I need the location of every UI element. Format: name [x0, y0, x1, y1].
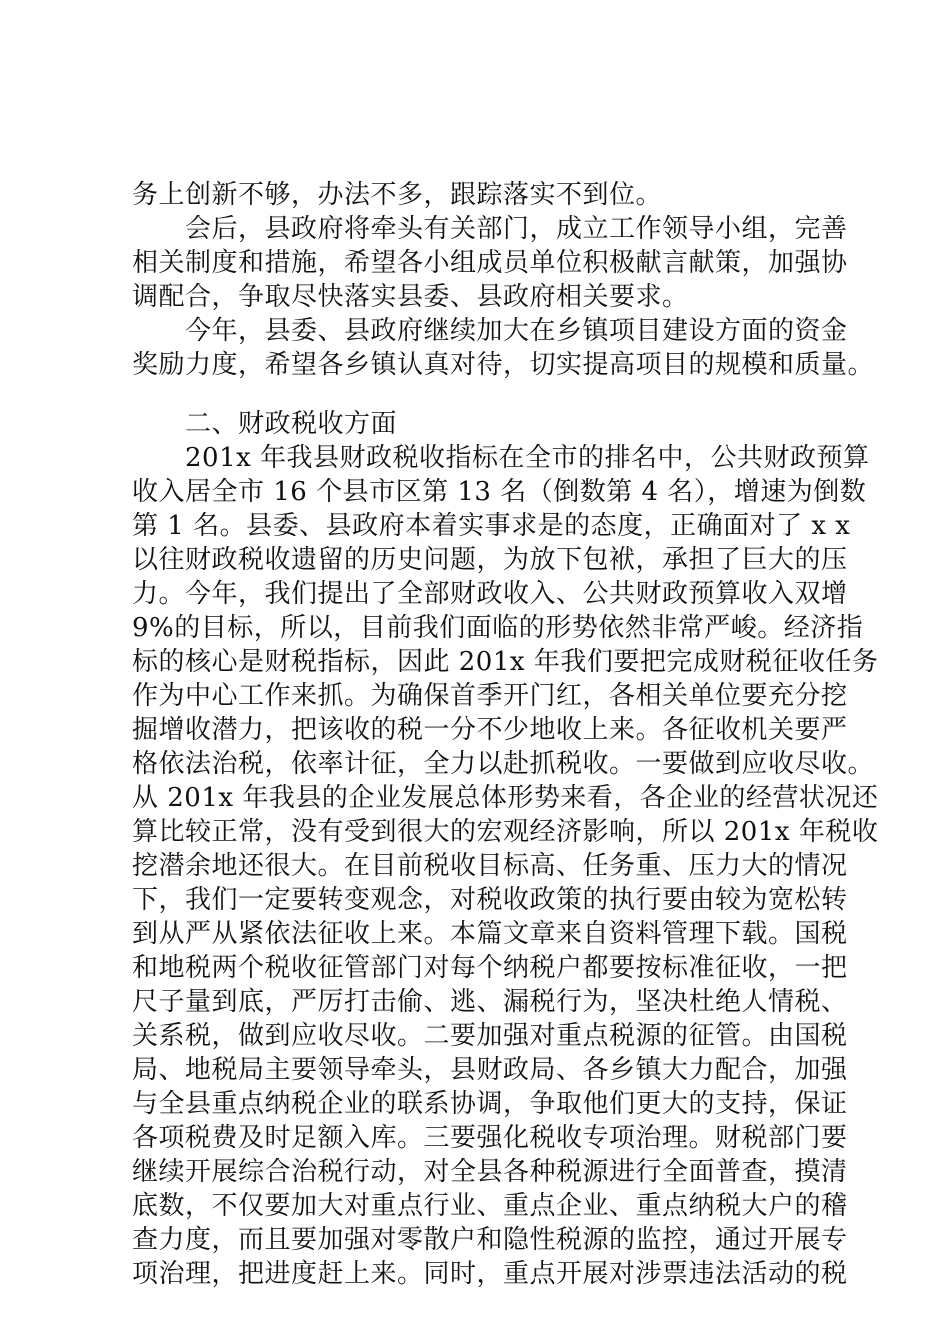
text-line: 从 201x 年我县的企业发展总体形势来看，各企业的经营状况还 [132, 783, 879, 813]
text-line: 奖励力度，希望各乡镇认真对待，切实提高项目的规模和质量。 [132, 350, 875, 380]
text-line: 作为中心工作来抓。为确保首季开门红，各相关单位要充分挖 [132, 681, 848, 711]
text-line: 今年，县委、县政府继续加大在乡镇项目建设方面的资金 [132, 316, 848, 346]
text-line: 掘增收潜力，把该收的税一分不少地收上来。各征收机关要严 [132, 715, 848, 745]
text-line: 下，我们一定要转变观念，对税收政策的执行要由较为宽松转 [132, 885, 848, 915]
text-line: 尺子量到底，严厉打击偷、逃、漏税行为，坚决杜绝人情税、 [132, 987, 848, 1017]
text-line: 会后，县政府将牵头有关部门，成立工作领导小组，完善 [132, 214, 848, 244]
text-line: 挖潜余地还很大。在目前税收目标高、任务重、压力大的情况 [132, 851, 848, 881]
text-line: 9%的目标，所以，目前我们面临的形势依然非常严峻。经济指 [132, 613, 864, 643]
section-heading: 二、财政税收方面 [132, 409, 398, 439]
text-line: 局、地税局主要领导牵头，县财政局、各乡镇大力配合，加强 [132, 1055, 848, 1085]
text-line: 底数，不仅要加大对重点行业、重点企业、重点纳税大户的稽 [132, 1191, 848, 1221]
text-line: 第 1 名。县委、县政府本着实事求是的态度，正确面对了 x x [132, 511, 851, 541]
text-line: 201x 年我县财政税收指标在全市的排名中，公共财政预算 [132, 443, 870, 473]
text-line: 项治理，把进度赶上来。同时，重点开展对涉票违法活动的税 [132, 1259, 848, 1289]
text-line: 各项税费及时足额入库。三要强化税收专项治理。财税部门要 [132, 1123, 848, 1153]
text-line: 调配合，争取尽快落实县委、县政府相关要求。 [132, 282, 689, 312]
text-line: 查力度，而且要加强对零散户和隐性税源的监控，通过开展专 [132, 1225, 848, 1255]
text-line: 格依法治税，依率计征，全力以赴抓税收。一要做到应收尽收。 [132, 749, 875, 779]
text-line: 到从严从紧依法征收上来。本篇文章来自资料管理下载。国税 [132, 919, 848, 949]
text-line: 关系税，做到应收尽收。二要加强对重点税源的征管。由国税 [132, 1021, 848, 1051]
text-line: 收入居全市 16 个县市区第 13 名（倒数第 4 名），增速为倒数 [132, 477, 867, 507]
text-line: 务上创新不够，办法不多，跟踪落实不到位。 [132, 180, 663, 210]
text-line: 标的核心是财税指标，因此 201x 年我们要把完成财税征收任务 [132, 647, 879, 677]
text-line: 以往财政税收遗留的历史问题，为放下包袱，承担了巨大的压 [132, 545, 848, 575]
text-line: 力。今年，我们提出了全部财政收入、公共财政预算收入双增 [132, 579, 848, 609]
text-line: 与全县重点纳税企业的联系协调，争取他们更大的支持，保证 [132, 1089, 848, 1119]
text-line: 算比较正常，没有受到很大的宏观经济影响，所以 201x 年税收 [132, 817, 879, 847]
text-line: 继续开展综合治税行动，对全县各种税源进行全面普查，摸清 [132, 1157, 848, 1187]
text-line: 相关制度和措施，希望各小组成员单位积极献言献策，加强协 [132, 248, 848, 278]
text-line: 和地税两个税收征管部门对每个纳税户都要按标准征收，一把 [132, 953, 848, 983]
